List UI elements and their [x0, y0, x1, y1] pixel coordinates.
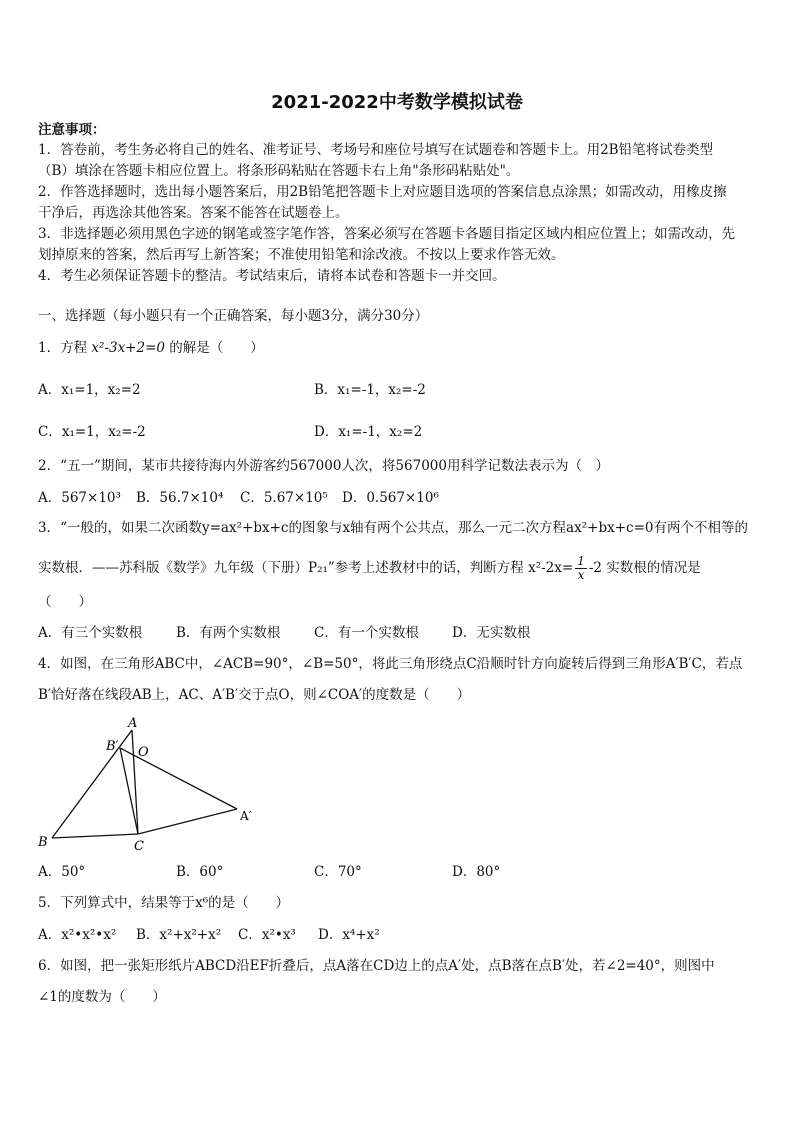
q4-option-b[interactable]: B．60°	[176, 864, 224, 880]
q1-option-c[interactable]: C．x₁=1，x₂=-2	[38, 424, 146, 440]
notice-line: 划掉原来的答案，然后再写上新答案；不准使用铅笔和涂改液。不按以上要求作答无效。	[38, 247, 565, 263]
q1-option-b[interactable]: B．x₁=-1，x₂=-2	[314, 382, 426, 398]
section-heading: 一、选择题（每小题只有一个正确答案，每小题3分，满分30分）	[38, 308, 429, 324]
q1-option-d[interactable]: D．x₁=-1，x₂=2	[314, 424, 423, 440]
triangle-figure	[34, 712, 274, 852]
fraction-denominator: x	[577, 568, 585, 582]
q3-option-b[interactable]: B．有两个实数根	[176, 625, 281, 641]
label-o: O	[138, 745, 149, 760]
question-5: 5．下列算式中，结果等于x⁶的是（ ）	[38, 895, 290, 911]
q3-option-a[interactable]: A．有三个实数根	[38, 625, 143, 641]
notice-heading: 注意事项：	[38, 122, 106, 138]
notice-line: 干净后，再选涂其他答案。答案不能答在试题卷上。	[38, 205, 349, 221]
label-a-prime: A′	[240, 809, 252, 823]
question-2: 2．“五一”期间，某市共接待海内外游客约567000人次，将567000用科学记数法表示为（ ）	[38, 458, 609, 474]
q5-option-d[interactable]: D．x⁴+x²	[318, 927, 380, 943]
q3-line2-suffix: -2 实数根的情况是	[588, 560, 701, 576]
notice-line: 1．答卷前，考生务必将自己的姓名、准考证号、考场号和座位号填写在试题卷和答题卡上。用2B铅笔将试卷类型	[38, 142, 714, 158]
question-3-line-2	[38, 555, 701, 582]
q5-option-b[interactable]: B．x²+x²+x²	[136, 927, 222, 943]
question-3-line-1: 3．“一般的，如果二次函数y=ax²+bx+c的图象与x轴有两个公共点，那么一元二次方程ax²+bx+c=0有两个不相等的	[38, 520, 748, 536]
notice-line: 2．作答选择题时，选出每小题答案后，用2B铅笔把答题卡上对应题目选项的答案信息点涂黑；如需改动，用橡皮擦	[38, 184, 727, 200]
q5-option-a[interactable]: A．x²•x²•x²	[38, 927, 117, 943]
question-6-line-2: ∠1的度数为（ ）	[38, 989, 166, 1005]
question-1	[38, 338, 264, 358]
q3-option-c[interactable]: C．有一个实数根	[314, 625, 419, 641]
q2-option-c[interactable]: C．5.67×10⁵	[240, 490, 328, 506]
q1-equation: x²-3x+2=0	[91, 340, 165, 356]
page-title: 2021-2022中考数学模拟试卷	[271, 92, 523, 113]
q1-stem-suffix: 的解是（ ）	[164, 340, 264, 356]
q2-option-a[interactable]: A．567×10³	[38, 490, 121, 506]
question-4-line-2: B′恰好落在线段AB上，AC、A′B′交于点O，则∠COA′的度数是（ ）	[38, 687, 471, 703]
question-3-line-3: （ ）	[38, 594, 92, 610]
label-b: B	[38, 835, 48, 850]
label-c: C	[134, 839, 144, 852]
question-6-line-1: 6．如图，把一张矩形纸片ABCD沿EF折叠后，点A落在CD边上的点A′处，点B落在点B′处，若∠2=40°，则图中	[38, 958, 715, 974]
notice-line: 3．非选择题必须用黑色字迹的钢笔或签字笔作答，答案必须写在答题卡各题目指定区域内相应位置上；如需改动，先	[38, 226, 736, 242]
question-4-line-1: 4．如图，在三角形ABC中，∠ACB=90°，∠B=50°，将此三角形绕点C沿顺时针方向旋转后得到三角形A′B′C，若点	[38, 656, 743, 672]
segment-ab	[52, 730, 132, 838]
segment-c-a-prime	[138, 809, 237, 834]
q4-option-d[interactable]: D．80°	[452, 864, 501, 880]
q3-line2-prefix: 实数根．——苏科版《数学》九年级（下册）P₂₁”参考上述教材中的话，判断方程 x²-2x=	[38, 560, 574, 576]
q4-option-a[interactable]: A．50°	[38, 864, 86, 880]
segment-bc	[52, 834, 138, 838]
notice-line: （B）填涂在答题卡相应位置上。将条形码粘贴在答题卡右上角"条形码粘贴处"。	[38, 163, 520, 179]
q1-option-a[interactable]: A．x₁=1，x₂=2	[38, 382, 141, 398]
label-b-prime: B′	[106, 739, 119, 754]
label-a: A	[128, 716, 138, 731]
q2-option-d[interactable]: D．0.567×10⁶	[342, 490, 439, 506]
q4-option-c[interactable]: C．70°	[314, 864, 362, 880]
q1-stem-prefix: 1．方程	[38, 340, 92, 356]
q2-option-b[interactable]: B．56.7×10⁴	[136, 490, 224, 506]
q3-option-d[interactable]: D．无实数根	[452, 625, 531, 641]
q3-fraction	[575, 555, 587, 582]
fraction-numerator: 1	[577, 554, 585, 568]
q5-option-c[interactable]: C．x²•x³	[238, 927, 296, 943]
notice-line: 4．考生必须保证答题卡的整洁。考试结束后，请将本试卷和答题卡一并交回。	[38, 268, 506, 284]
